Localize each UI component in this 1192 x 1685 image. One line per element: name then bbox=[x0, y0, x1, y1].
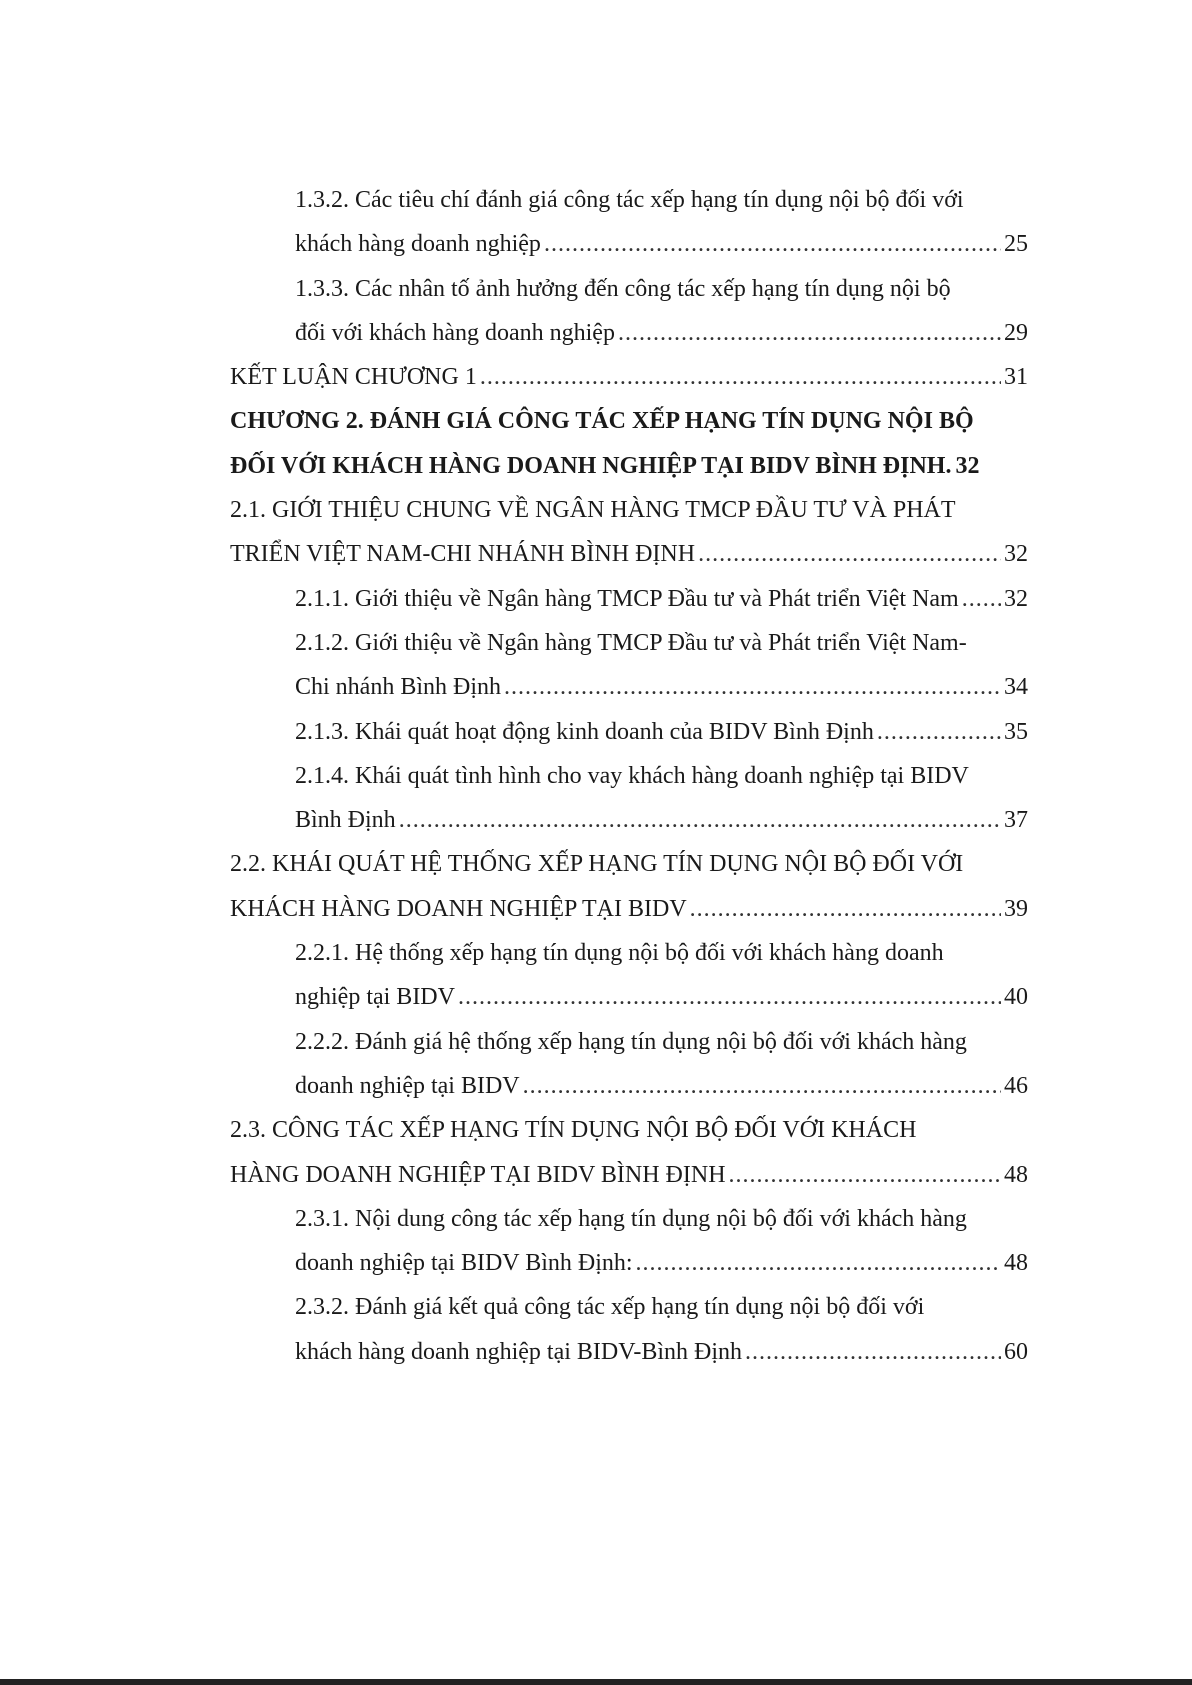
toc-entry-text: nghiệp tại BIDV bbox=[295, 984, 455, 1011]
toc-entry-text: 2.1.3. Khái quát hoạt động kinh doanh của BIDV Bình Định bbox=[295, 718, 874, 745]
toc-entry-text: 1.3.3. Các nhân tố ảnh hưởng đến công tác xếp hạng tín dụng nội bộ bbox=[295, 275, 951, 302]
toc-entry bbox=[230, 754, 1028, 843]
toc-entry-chapter bbox=[230, 399, 1028, 488]
dot-leader bbox=[458, 975, 1001, 1019]
toc-page-number: 31 bbox=[1004, 364, 1028, 391]
toc-entry bbox=[230, 621, 1028, 710]
toc-page-number: 25 bbox=[1004, 231, 1028, 258]
toc-entry-text: Chi nhánh Bình Định bbox=[295, 674, 502, 701]
toc-entry-text: 2.1.2. Giới thiệu về Ngân hàng TMCP Đầu tư và Phát triển Việt Nam- bbox=[295, 629, 967, 656]
toc-page-number: 32 bbox=[955, 452, 980, 479]
dot-leader bbox=[636, 1241, 1001, 1285]
toc-entry bbox=[230, 1285, 1028, 1374]
dot-leader bbox=[745, 1330, 1001, 1374]
toc-entry bbox=[230, 1020, 1028, 1109]
dot-leader bbox=[618, 311, 1001, 355]
toc-page-number: 37 bbox=[1004, 807, 1028, 834]
table-of-contents bbox=[230, 178, 1028, 1374]
toc-entry-text: khách hàng doanh nghiệp bbox=[295, 231, 541, 258]
toc-entry-text: doanh nghiệp tại BIDV Bình Định: bbox=[295, 1250, 633, 1277]
toc-page-number: 34 bbox=[1004, 674, 1028, 701]
dot-leader bbox=[399, 798, 1001, 842]
toc-entry bbox=[230, 267, 1028, 356]
dot-leader bbox=[729, 1153, 1001, 1197]
toc-entry bbox=[230, 577, 1028, 621]
toc-page-number: 48 bbox=[1004, 1161, 1028, 1188]
toc-page-number: 60 bbox=[1004, 1338, 1028, 1365]
toc-entry-text: CHƯƠNG 2. ĐÁNH GIÁ CÔNG TÁC XẾP HẠNG TÍN DỤNG NỘI BỘ bbox=[230, 408, 974, 435]
toc-entry-text: 2.2.1. Hệ thống xếp hạng tín dụng nội bộ đối với khách hàng doanh bbox=[295, 940, 944, 967]
toc-page-number: 39 bbox=[1004, 895, 1028, 922]
toc-entry-text: 2.1. GIỚI THIỆU CHUNG VỀ NGÂN HÀNG TMCP ĐẦU TƯ VÀ PHÁT bbox=[230, 497, 956, 524]
dot-leader bbox=[962, 577, 1001, 621]
toc-entry-text: 2.3. CÔNG TÁC XẾP HẠNG TÍN DỤNG NỘI BỘ ĐỐI VỚI KHÁCH bbox=[230, 1117, 917, 1144]
toc-entry-text: Bình Định bbox=[295, 807, 396, 834]
toc-entry-text: 2.2. KHÁI QUÁT HỆ THỐNG XẾP HẠNG TÍN DỤNG NỘI BỘ ĐỐI VỚI bbox=[230, 851, 964, 878]
toc-entry bbox=[230, 355, 1028, 399]
toc-page-number: 35 bbox=[1004, 718, 1028, 745]
toc-entry-text: TRIỂN VIỆT NAM-CHI NHÁNH BÌNH ĐỊNH bbox=[230, 541, 696, 568]
toc-entry-text: đối với khách hàng doanh nghiệp bbox=[295, 319, 615, 346]
toc-entry-text: HÀNG DOANH NGHIỆP TẠI BIDV BÌNH ĐỊNH bbox=[230, 1161, 726, 1188]
toc-entry-text: ĐỐI VỚI KHÁCH HÀNG DOANH NGHIỆP TẠI BIDV BÌNH ĐỊNH. bbox=[230, 452, 952, 479]
toc-entry bbox=[230, 710, 1028, 754]
toc-page-number: 46 bbox=[1004, 1072, 1028, 1099]
toc-entry bbox=[230, 178, 1028, 267]
toc-entry bbox=[230, 488, 1028, 577]
toc-entry-text: 2.1.4. Khái quát tình hình cho vay khách hàng doanh nghiệp tại BIDV bbox=[295, 762, 969, 789]
toc-entry bbox=[230, 1197, 1028, 1286]
dot-leader bbox=[698, 532, 1001, 576]
toc-entry-text: 2.3.2. Đánh giá kết quả công tác xếp hạng tín dụng nội bộ đối với bbox=[295, 1294, 925, 1321]
toc-entry-text: 2.2.2. Đánh giá hệ thống xếp hạng tín dụng nội bộ đối với khách hàng bbox=[295, 1028, 967, 1055]
toc-page-number: 32 bbox=[1004, 541, 1028, 568]
toc-entry-text: 2.1.1. Giới thiệu về Ngân hàng TMCP Đầu tư và Phát triển Việt Nam bbox=[295, 585, 959, 612]
toc-page-number: 32 bbox=[1004, 585, 1028, 612]
toc-page-number: 48 bbox=[1004, 1250, 1028, 1277]
toc-entry-text: doanh nghiệp tại BIDV bbox=[295, 1072, 520, 1099]
page-bottom-edge bbox=[0, 1679, 1192, 1685]
dot-leader bbox=[523, 1064, 1001, 1108]
toc-page-number: 40 bbox=[1004, 984, 1028, 1011]
dot-leader bbox=[480, 355, 1001, 399]
dot-leader bbox=[690, 887, 1001, 931]
toc-entry-text: KHÁCH HÀNG DOANH NGHIỆP TẠI BIDV bbox=[230, 895, 687, 922]
toc-entry-text: KẾT LUẬN CHƯƠNG 1 bbox=[230, 364, 477, 391]
toc-entry-text: 1.3.2. Các tiêu chí đánh giá công tác xếp hạng tín dụng nội bộ đối với bbox=[295, 187, 964, 213]
toc-entry bbox=[230, 931, 1028, 1020]
toc-entry bbox=[230, 842, 1028, 931]
toc-entry-text: 2.3.1. Nội dung công tác xếp hạng tín dụng nội bộ đối với khách hàng bbox=[295, 1205, 967, 1232]
dot-leader bbox=[544, 222, 1001, 266]
toc-entry-text: khách hàng doanh nghiệp tại BIDV-Bình Định bbox=[295, 1338, 743, 1365]
toc-entry bbox=[230, 1108, 1028, 1197]
toc-page-number: 29 bbox=[1004, 319, 1028, 346]
dot-leader bbox=[877, 710, 1001, 754]
dot-leader bbox=[504, 665, 1001, 709]
